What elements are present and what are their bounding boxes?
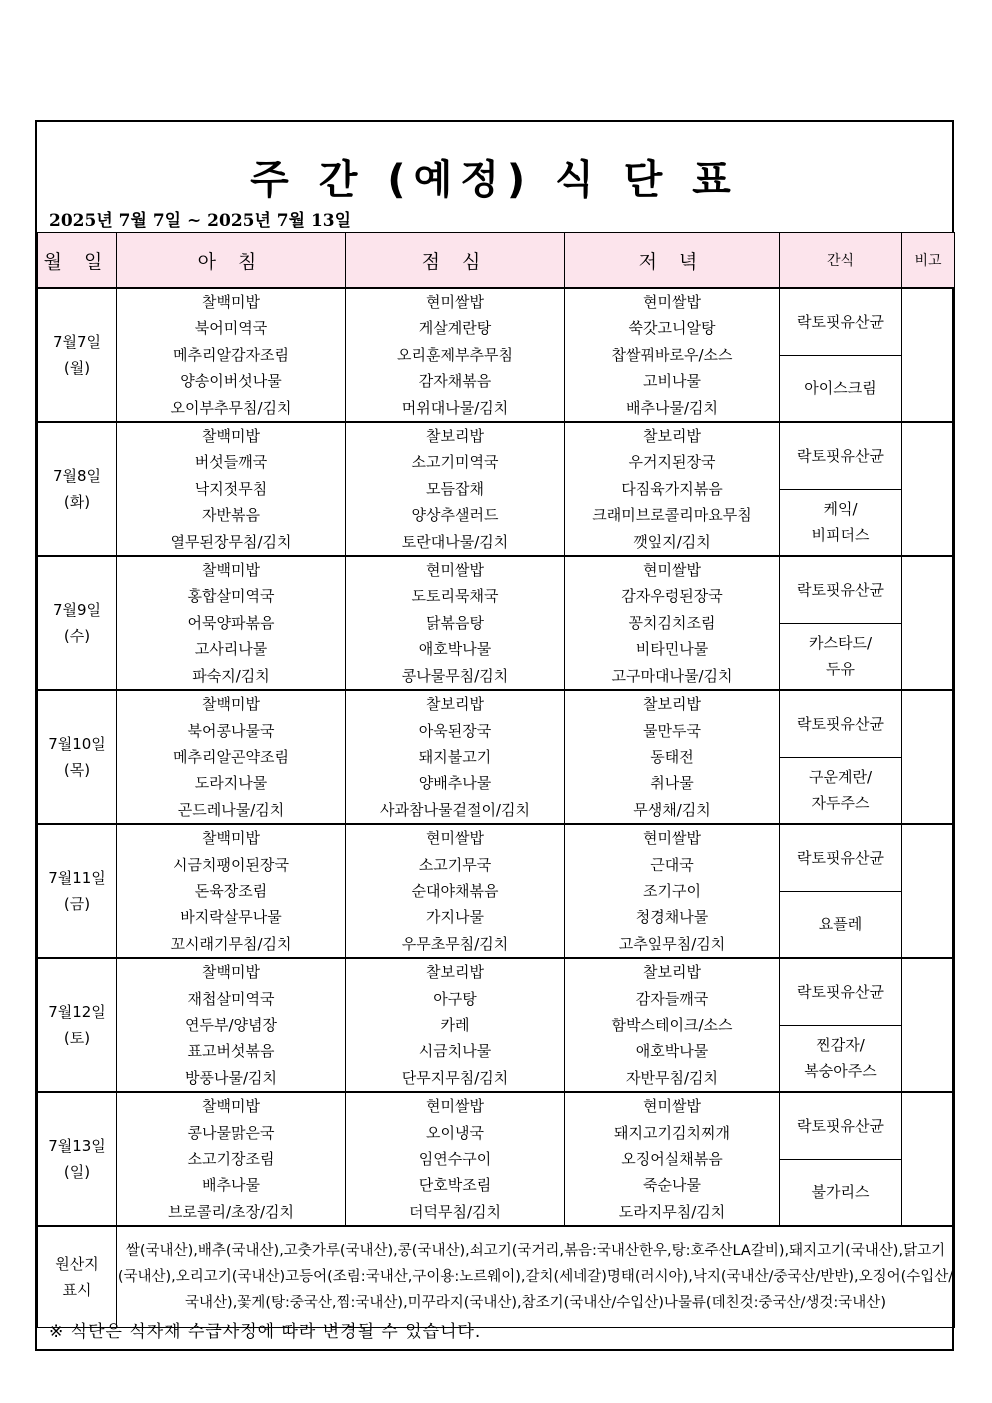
breakfast-item: 시금치팽이된장국: [173, 855, 289, 874]
dinner-item: 고비나물: [643, 372, 701, 391]
snack-probiotic: 락토핏유산균: [780, 422, 902, 489]
day-date: 7월8일: [52, 467, 102, 486]
note-cell: [902, 958, 955, 1092]
lunch-cell: [346, 958, 565, 1092]
note-cell: [902, 824, 955, 958]
lunch-item: 감자채볶음: [418, 372, 492, 391]
lunch-item: 아구탕: [433, 989, 477, 1008]
lunch-item: 오리훈제부추무침: [397, 345, 513, 364]
snack-probiotic: 락토핏유산균: [780, 958, 902, 1025]
lunch-item: 찰보리밥: [426, 427, 484, 446]
dinner-item: 고구마대나물/김치: [611, 666, 733, 685]
breakfast-cell: [117, 1092, 346, 1226]
origin-row: [38, 1226, 955, 1328]
breakfast-item: 파숙지/김치: [192, 666, 270, 685]
dinner-item: 감자들깨국: [635, 989, 709, 1008]
lunch-item: 소고기미역국: [411, 453, 499, 472]
dinner-cell: [565, 690, 780, 824]
lunch-item: 찰보리밥: [426, 963, 484, 982]
snack-item: 찐감자/ 복숭아주스: [780, 1025, 902, 1092]
day-weekday: (화): [63, 493, 91, 512]
dinner-cell: [565, 556, 780, 690]
dinner-cell: [565, 824, 780, 958]
dinner-item: 청경채나물: [635, 908, 709, 927]
day-date: 7월12일: [48, 1003, 106, 1022]
dinner-cell: [565, 288, 780, 422]
dinner-cell: [565, 422, 780, 556]
lunch-item: 닭볶음탕: [426, 613, 484, 632]
menu-sheet: [35, 120, 954, 1351]
breakfast-item: 콩나물맑은국: [187, 1123, 275, 1142]
breakfast-item: 북어콩나물국: [187, 721, 275, 740]
lunch-item: 카레: [440, 1015, 470, 1034]
dinner-cell: [565, 1092, 780, 1226]
lunch-item: 소고기무국: [418, 855, 492, 874]
day-date-cell: [38, 1092, 117, 1226]
snack-item: 케익/ 비피더스: [780, 489, 902, 556]
breakfast-cell: [117, 690, 346, 824]
dinner-item: 동태전: [650, 747, 694, 766]
lunch-item: 가지나물: [426, 908, 484, 927]
breakfast-item: 방풍나물/김치: [185, 1068, 277, 1087]
dinner-item: 꽁치김치조림: [628, 613, 716, 632]
snack-item: 카스타드/ 두유: [780, 623, 902, 690]
breakfast-item: 찰백미밥: [202, 695, 260, 714]
snack-probiotic: 락토핏유산균: [780, 824, 902, 891]
dinner-item: 자반무침/김치: [626, 1068, 718, 1087]
note-cell: [902, 556, 955, 690]
dinner-item: 무생채/김치: [633, 800, 711, 819]
lunch-item: 단무지무침/김치: [401, 1068, 509, 1087]
header-note: 비고: [902, 233, 955, 289]
day-weekday: (일): [63, 1163, 91, 1182]
dinner-item: 애호박나물: [635, 1042, 709, 1061]
weekly-menu-table: [37, 232, 955, 1328]
lunch-item: 현미쌀밥: [426, 1097, 484, 1116]
breakfast-item: 찰백미밥: [202, 829, 260, 848]
day-weekday: (금): [63, 895, 91, 914]
lunch-item: 현미쌀밥: [426, 829, 484, 848]
dinner-item: 물만두국: [643, 721, 701, 740]
lunch-item: 애호박나물: [418, 640, 492, 659]
breakfast-item: 바지락살무나물: [180, 908, 282, 927]
breakfast-item: 찰백미밥: [202, 1097, 260, 1116]
day-date-cell: [38, 288, 117, 422]
day-date-cell: [38, 958, 117, 1092]
note-cell: [902, 288, 955, 422]
header-lunch: 점 심: [346, 233, 565, 289]
dinner-item: 현미쌀밥: [643, 561, 701, 580]
dinner-item: 현미쌀밥: [643, 293, 701, 311]
dinner-item: 돼지고기김치찌개: [614, 1123, 730, 1142]
breakfast-item: 표고버섯볶음: [187, 1042, 275, 1061]
lunch-cell: [346, 690, 565, 824]
day-row: [38, 422, 955, 489]
breakfast-item: 꼬시래기무침/김치: [170, 934, 292, 953]
breakfast-item: 도라지나물: [194, 774, 268, 793]
origin-text: 쌀(국내산),배추(국내산),고춧가루(국내산),콩(국내산),쇠고기(국거리,볶음:국내산한우,탕:호주산LA갈비),돼지고기(국내산),닭고기(국내산),오리고기(국내산)고등어(조림:국내산,구이용:노르웨이),갈치(세네갈)명태(러시아),낙지(국내산/중국산/반반),오징어(수입산/국내산),꽃게(탕:중국산,찜:국내산),미꾸라지(국내산),참조기(국내산/수입산)나물류(데친것:중국산/생것:국내산): [117, 1226, 955, 1328]
breakfast-cell: [117, 958, 346, 1092]
lunch-cell: [346, 1092, 565, 1226]
origin-label-text: 원산지 표시: [55, 1255, 99, 1300]
snack-item: 요플레: [780, 891, 902, 958]
lunch-item: 게살계란탕: [418, 319, 492, 338]
breakfast-item: 소고기장조림: [187, 1150, 275, 1168]
breakfast-item: 열무된장무침/김치: [170, 532, 292, 551]
breakfast-item: 오이부추무침/김치: [170, 398, 292, 417]
header-breakfast: 아 침: [117, 233, 346, 289]
breakfast-item: 브로콜리/초장/김치: [167, 1202, 295, 1221]
day-date: 7월7일: [52, 333, 102, 352]
dinner-item: 크래미브로콜리마요무침: [592, 506, 752, 525]
origin-label: [38, 1226, 117, 1328]
dinner-item: 찰보리밥: [643, 695, 701, 714]
note-cell: [902, 690, 955, 824]
snack-item: 아이스크림: [780, 355, 902, 422]
lunch-cell: [346, 288, 565, 422]
day-date-cell: [38, 824, 117, 958]
header-row: [38, 233, 955, 289]
dinner-item: 현미쌀밥: [643, 1097, 701, 1116]
dinner-item: 찰보리밥: [643, 427, 701, 446]
breakfast-cell: [117, 422, 346, 556]
snack-item: 불가리스: [780, 1159, 902, 1226]
lunch-item: 찰보리밥: [426, 695, 484, 714]
dinner-item: 우거지된장국: [628, 453, 716, 472]
breakfast-item: 메추리알감자조림: [173, 345, 289, 364]
lunch-item: 모듬잡채: [426, 479, 484, 498]
lunch-item: 돼지불고기: [418, 747, 492, 766]
change-notice: ※ 식단은 식자재 수급사정에 따라 변경될 수 있습니다.: [49, 1322, 482, 1342]
lunch-cell: [346, 422, 565, 556]
day-date: 7월9일: [52, 601, 102, 620]
breakfast-item: 낙지젓무침: [194, 479, 268, 498]
breakfast-item: 찰백미밥: [202, 427, 260, 446]
dinner-item: 근대국: [650, 855, 694, 874]
period-range: 2025년 7월 7일 ~ 2025년 7월 13일: [49, 211, 352, 231]
lunch-cell: [346, 556, 565, 690]
menu-body: [38, 288, 955, 1226]
lunch-item: 토란대나물/김치: [401, 532, 509, 551]
breakfast-item: 배추나물: [202, 1176, 260, 1195]
lunch-item: 오이냉국: [426, 1123, 484, 1142]
dinner-item: 고추잎무침/김치: [618, 934, 726, 953]
day-weekday: (토): [63, 1029, 91, 1048]
lunch-item: 시금치나물: [418, 1042, 492, 1061]
lunch-cell: [346, 824, 565, 958]
breakfast-item: 연두부/양념장: [185, 1015, 277, 1034]
lunch-item: 머위대나물/김치: [401, 398, 509, 417]
day-date-cell: [38, 690, 117, 824]
dinner-item: 죽순나물: [643, 1176, 701, 1195]
lunch-item: 현미쌀밥: [426, 293, 484, 311]
breakfast-item: 북어미역국: [194, 319, 268, 338]
breakfast-cell: [117, 824, 346, 958]
dinner-item: 오징어실채볶음: [621, 1150, 723, 1168]
breakfast-cell: [117, 556, 346, 690]
note-cell: [902, 1092, 955, 1226]
dinner-item: 비타민나물: [635, 640, 709, 659]
dinner-item: 찰보리밥: [643, 963, 701, 982]
header-date: 월 일: [38, 233, 117, 289]
snack-probiotic: 락토핏유산균: [780, 690, 902, 757]
dinner-item: 찹쌀꿔바로우/소스: [611, 345, 733, 364]
day-date: 7월10일: [48, 735, 106, 754]
lunch-item: 우무초무침/김치: [401, 934, 509, 953]
lunch-item: 양상추샐러드: [411, 506, 499, 525]
header-snack: 간식: [780, 233, 902, 289]
day-row: [38, 288, 955, 355]
lunch-item: 콩나물무침/김치: [401, 666, 509, 685]
breakfast-item: 메추리알곤약조림: [173, 747, 289, 766]
day-date-cell: [38, 422, 117, 556]
dinner-item: 깻잎지/김치: [633, 532, 711, 551]
dinner-item: 감자우렁된장국: [621, 587, 723, 606]
lunch-item: 아욱된장국: [418, 721, 492, 740]
breakfast-cell: [117, 288, 346, 422]
page-title: 주 간 (예정) 식 단 표: [250, 157, 739, 203]
day-date: 7월11일: [48, 869, 106, 888]
breakfast-item: 찰백미밥: [202, 561, 260, 580]
dinner-item: 현미쌀밥: [643, 829, 701, 848]
breakfast-item: 돈육장조림: [194, 881, 268, 900]
snack-item: 구운계란/ 자두주스: [780, 757, 902, 824]
breakfast-item: 고사리나물: [194, 640, 268, 659]
day-weekday: (수): [63, 627, 91, 646]
dinner-item: 취나물: [650, 774, 694, 793]
dinner-item: 조기구이: [643, 881, 701, 900]
day-weekday: (목): [63, 761, 91, 780]
day-row: [38, 556, 955, 623]
note-cell: [902, 422, 955, 556]
breakfast-item: 재첩살미역국: [187, 989, 275, 1008]
day-row: [38, 1092, 955, 1159]
day-row: [38, 824, 955, 891]
snack-probiotic: 락토핏유산균: [780, 556, 902, 623]
breakfast-item: 자반볶음: [202, 506, 260, 525]
lunch-item: 도토리묵채국: [411, 587, 499, 606]
day-weekday: (월): [63, 359, 91, 378]
day-row: [38, 958, 955, 1025]
snack-probiotic: 락토핏유산균: [780, 288, 902, 355]
lunch-item: 더덕무침/김치: [409, 1202, 501, 1221]
dinner-item: 배추나물/김치: [626, 398, 718, 417]
dinner-item: 함박스테이크/소스: [611, 1015, 733, 1034]
lunch-item: 사과참나물겉절이/김치: [380, 800, 530, 819]
breakfast-item: 찰백미밥: [202, 293, 260, 311]
day-date: 7월13일: [48, 1137, 106, 1156]
breakfast-item: 곤드레나물/김치: [177, 800, 285, 819]
header-dinner: 저 녁: [565, 233, 780, 289]
dinner-item: 쑥갓고니알탕: [628, 319, 716, 338]
lunch-item: 현미쌀밥: [426, 561, 484, 580]
dinner-item: 다짐육가지볶음: [621, 479, 723, 498]
breakfast-item: 어묵양파볶음: [187, 613, 275, 632]
breakfast-item: 찰백미밥: [202, 963, 260, 982]
breakfast-item: 양송이버섯나물: [180, 372, 282, 391]
breakfast-item: 홍합살미역국: [187, 587, 275, 606]
dinner-item: 도라지무침/김치: [618, 1202, 726, 1221]
dinner-cell: [565, 958, 780, 1092]
day-row: [38, 690, 955, 757]
snack-probiotic: 락토핏유산균: [780, 1092, 902, 1159]
breakfast-item: 버섯들깨국: [194, 453, 268, 472]
lunch-item: 단호박조림: [418, 1176, 492, 1195]
lunch-item: 양배추나물: [418, 774, 492, 793]
lunch-item: 순대야채볶음: [411, 881, 499, 900]
lunch-item: 임연수구이: [418, 1150, 492, 1168]
day-date-cell: [38, 556, 117, 690]
